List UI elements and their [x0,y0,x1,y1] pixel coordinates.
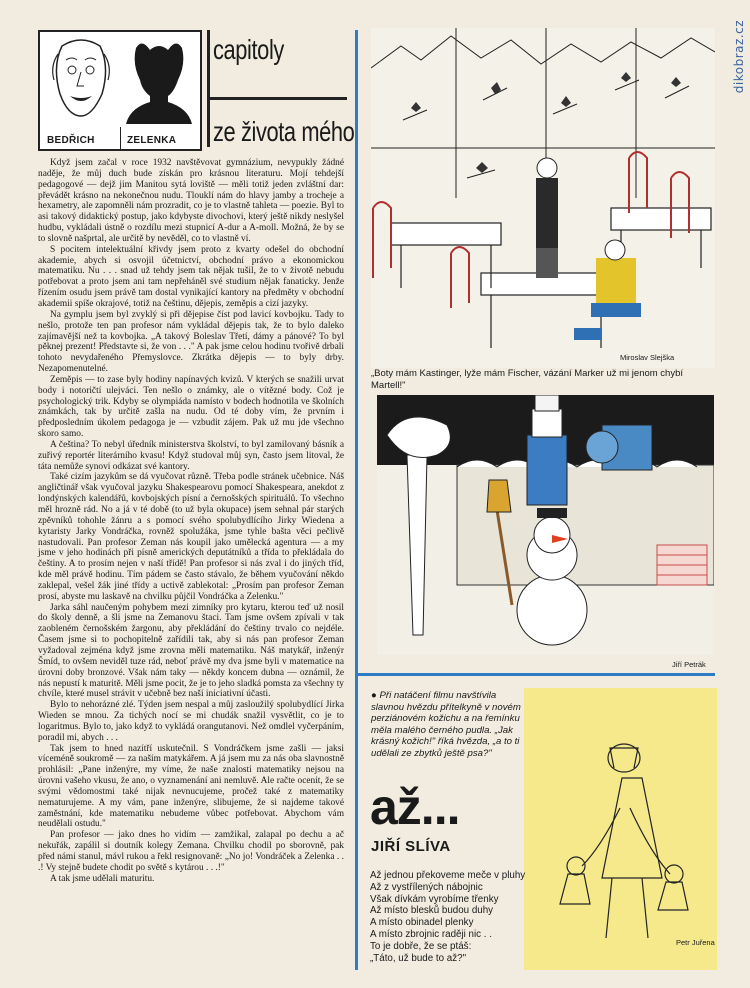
poem [370,870,525,964]
illustration-credit: Petr Juřena [676,938,715,947]
portrait-silhouette [122,36,196,124]
poem-author: JIŘÍ SLÍVA [371,838,451,855]
anecdote [371,690,529,760]
section-divider [355,673,715,676]
mother-children-illustration [524,688,717,970]
article-paragraph: Pan profesor — jako dnes ho vidím — zamžikal, zalapal po dechu a ač nekuřák, zapálil si doutník kolegy Zemana. Chvilku chodil po sborovně, pak před námi stanul, mávl rukou a řekl resignovaně: „No jo! Vondráček a Zelenka . . .! Vy stejně budete chodit po světě s kytárou . . .!" [38,830,344,873]
article-paragraph: Když jsem začal v roce 1932 navštěvovat gymnázium, nevypukly žádné naděje, že můj duch bude získán pro krásnou literaturu. Mojí tehdejší pedagogové — dejž jim Manitou sytá loviště — měli totiž jeden zvláštní dar: převádět krásno na nekonečnou nudu. Tlouklí nám do hlavy jamby a trocheje a hexametry, ale zapomněli nám prozradit, co je to vlastně tahleta — poezie. Byl to asi takový didaktický postup, jako kdybyste divochovi, který ještě nikdy neslyšel hudbu, vykládali ústně o rozdílu mezi stupnicí A-dur a A-moll. Možná, že by se to slovně našprtal, ale určitě by nevěděl, co to vlastně ví. [38,158,344,244]
poem-line: A místo zbrojnic raději nic . . [370,928,492,940]
author-first-name: BEDŘICH [47,135,95,146]
anecdote-quote: „Jak krásný kožich!" říká hvězda, „a to ti udělali ze zbytků ještě psa?" [371,724,520,759]
article-paragraph: A čeština? To nebyl úředník ministerstva školství, to byl zamilovaný básník a zuřivý reportér literárního kvasu! Když studoval můj syn, často jsem litoval, že táta nemůže synovi odkázat své kantory. [38,439,344,472]
poem-line: Až z vystřílených nábojnic [370,881,483,893]
poem-line: Až místo blesků budou duhy [370,905,494,917]
cartoon1-caption: „Boty mám Kastinger, lyže mám Fischer, vázání Marker už mi jenom chybí Martell!" [371,368,684,391]
poem-line: A místo obinadel plenky [370,917,474,929]
poem-line: To je dobře, že se ptáš: [370,940,472,952]
article-paragraph: A tak jsme udělali maturitu. [50,873,155,884]
column-divider [355,30,358,970]
anecdote-text: Při natáčení filmu navštívila slavnou hvězdu přítelkyně v novém perziánovém kožichu a na řemínku měla malého černého pudla. [371,690,521,736]
bullet-icon: ● [371,690,377,701]
watermark: dikobraz.cz [732,20,746,94]
author-last-name: ZELENKA [127,135,177,146]
cartoon1-credit: Miroslav Slejška [620,353,675,362]
series-title-line2: ze života mého [213,116,355,147]
article-paragraph: Bylo to nehorázné zlé. Týden jsem nespal a můj zasloužilý spolubydlící Jirka Wieden se mnou. Za tichých nocí se mi chudák snažil vysvětlit, co je to logaritmus. Bylo to, jako když to vykládá orangutanovi. Než omdlel vyčerpáním, poradil mi, abych . . . [38,700,344,743]
poem-line: Až jednou překoveme meče v pluhy [370,870,526,881]
article-paragraph: Jarka sáhl naučeným pohybem mezi zimníky pro kytaru, kterou teď už nosil do školy denně, a šli jsme na Zemanovu štaci. Tam jsme ovšem zpívali v tak zaobleném černošském žargonu, aby překládání do češtiny trvalo co nejdéle. Časem jsme si to pochopitelně zařídili tak, aby si nás pan profesor Zeman vyžadoval zejména když jsme zrovna měli matematiku. Náš matykář, inženýr Šmíd, to ovšem neviděl tuze rád, neboť právě my dva jsme byli v matematice na úrovni doby bronzové. Však nám taky — někdy koncem dubna — oznámil, že nás nepustí k maturitě. Měli jsme pocit, že je to jeho sladká pomsta za všechny ty chvíle, které musel strávit v učebně bez naší iniciativní účasti. [38,602,344,700]
article-paragraph: Zeměpis — to zase byly hodiny napínavých kvizů. V kterých se snažili urvat body i notoričtí ulejváci. Ten nešlo o známky, ale o vítězné body. Což je psychologický trik. Kdyby se olympiáda namísto v bodech hodnotila ve školních známkách, tak by určitě zašla na nudu. Od té doby vím, že prvním i předposledním úkolem pedagoga je — vzbudit zájem. Pak už mu jde všechno skoro samo. [38,374,344,440]
cartoon2-credit: Jiří Petrák [672,660,706,669]
article-paragraph: Tak jsem to hned nazítří uskutečnil. S Vondráčkem jsme zašli — jaksi víceméně soukromě — za naším matykářem. A já jsem mu za nás oba slavnostně prohlásil: „Pane inženýre, my víme, že naše znalosti matematiky nejsou na úrovni vašeho vkusu, že ano, o vyznamenání ani nemluvě. Ale račte ocenit, že se svými vědomostmi také nijak nevnucujeme, pročež také z matematiky nematurujeme. A my vám, pane inženýre, slibujeme, že si najdeme takové zaměstnání, kde matematiku nebudeme vůbec potřebovat. Abychom vám neudělali ostudu." [38,743,344,830]
author-portraits [38,30,202,151]
portrait-caricature [44,36,118,124]
az-title: až... [370,779,460,835]
snowman-cartoon [377,395,714,655]
poem-line: Však dívkám vyrobíme třenky [370,893,499,905]
article-paragraph: S pocitem intelektuální křivdy jsem proto z kvarty odešel do obchodní akademie, abych si osvojil účetnictví, obchodní právo a ekonomickou matematiku. Nu . . . snad už tehdy jsem tak nějak tušil, že to v životě nebudu potřebovat a proto jsem ani tam nepřeháněl své studium nějak fanaticky. Jenže řízením osudu jsem právě tam dostal vynikající kantory na předměty v obchodní akademii spíše okrajové, totiž na češtinu, dějepis, zeměpis a cizí jazyky. [38,244,344,309]
poem-line: „Táto, už bude to až?" [370,952,467,964]
article-paragraph: Také cizím jazykům se dá vyučovat různě. Třeba podle stránek učebnice. Náš angličtinář však vyučoval jazyku Shakespearovu pomocí Shakespeara, anekdot z londýnských kalendářů, kovbojských písní a černošských spirituálů. To všechno měl hrozně rád. No a já v té době (to už byla okupace) jsem sehnal pár starých zpěvníků tohohle žánru a s pomocí svého spolubydlícího Jirky Wiedena a kytaristy Jarky Vondráčka, rovněž spolužáka, jsme tyhle bašta věci pečlivě nastudovali. Pan profesor Zeman nás koupil jako umělecká agentura — a my jsme v jeho hodinách při písně amerických deputátníků a třída to překládala do češtiny. A to prosím nejen v naší třídě! Pan profesor si nás zval i do jiných tříd, kde měl právě hodinu. Tím pádem se často stávalo, že během vyučování někdo zaklepal, vešel žák jiné třídy a uctivě zablekotal: „Prosím pan profesor Zeman prosí, abyste mu laskavě na chvilku půjčil Vondráčka a Zelenku." [38,472,344,602]
article-paragraph: Na gymplu jsem byl zvyklý si při dějepise číst pod lavicí kovbojku. Tady to nešlo, protože ten pan profesor nám vykládal dějepis tak, že to bylo daleko zajímavější než ta kovbojka. „A takový Boleslav Třetí, dámy a pánové? To byl pěknej prezent! Představte si, že von . . ." A pak jsme celou hodinu tvořivě drbali tohoto nevydařeného Přemyslovce. Zkrátka dějepis — to byly drby. Nezapomenutelné. [38,309,344,375]
article-body [38,158,344,885]
ski-restaurant-cartoon [371,28,715,368]
series-title-line1: capitoly [213,34,284,65]
